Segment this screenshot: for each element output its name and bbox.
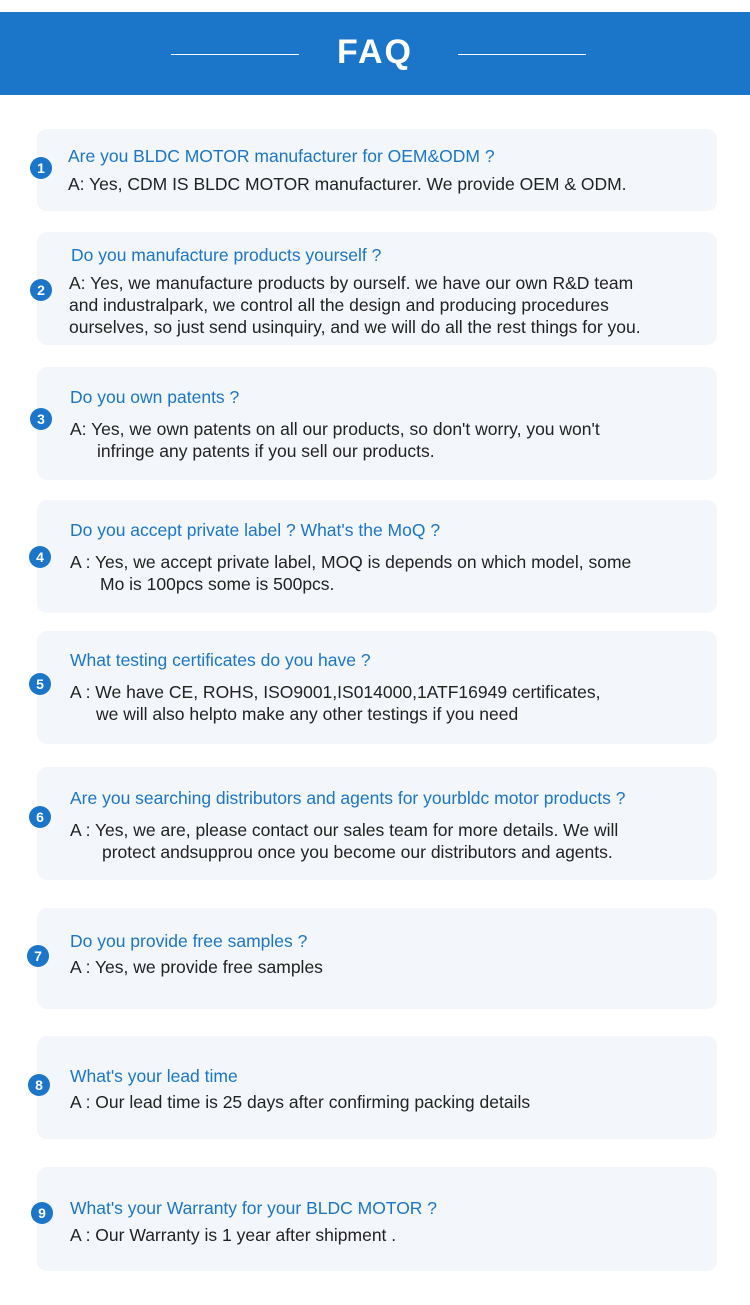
page-title: FAQ — [337, 33, 413, 71]
faq-header — [0, 12, 750, 95]
faq-number-badge-4: 4 — [29, 546, 51, 568]
faq-answer-2-line-3: ourselves, so just send usinquiry, and we will do all the rest things for you. — [69, 317, 641, 337]
faq-number-badge-3: 3 — [30, 408, 52, 430]
faq-question-4: Do you accept private label ? What's the MoQ ? — [70, 520, 441, 540]
faq-question-1: Are you BLDC MOTOR manufacturer for OEM&ODM ? — [68, 146, 495, 166]
faq-answer-3-line-2: infringe any patents if you sell our products. — [97, 441, 435, 461]
faq-question-8: What's your lead time — [70, 1066, 238, 1086]
faq-answer-4 — [70, 551, 631, 595]
faq-question-6: Are you searching distributors and agents for yourbldc motor products ? — [70, 788, 626, 808]
faq-answer-5-line-1: A : We have CE, ROHS, ISO9001,IS014000,1ATF16949 certificates, — [70, 682, 601, 702]
faq-answer-5 — [70, 681, 600, 725]
faq-answer-4-line-1: A : Yes, we accept private label, MOQ is depends on which model, some — [70, 552, 632, 572]
faq-answer-2-line-1: A: Yes, we manufacture products by ourself. we have our own R&D team — [69, 273, 634, 293]
faq-number-badge-8: 8 — [28, 1074, 50, 1096]
faq-number-badge-2: 2 — [30, 279, 52, 301]
faq-answer-3-line-1: A: Yes, we own patents on all our products, so don't worry, you won't — [70, 419, 600, 439]
faq-number-badge-1: 1 — [30, 157, 52, 179]
faq-number-badge-9: 9 — [31, 1202, 53, 1224]
faq-answer-8-line-1: A : Our lead time is 25 days after confirming packing details — [70, 1092, 531, 1112]
faq-question-5: What testing certificates do you have ? — [70, 650, 371, 670]
faq-answer-9 — [70, 1224, 396, 1246]
faq-answer-5-line-2: we will also helpto make any other testings if you need — [96, 704, 519, 724]
faq-answer-1-line-1: A: Yes, CDM IS BLDC MOTOR manufacturer. We provide OEM & ODM. — [68, 174, 627, 194]
faq-card-9 — [37, 1167, 717, 1271]
faq-answer-6 — [70, 819, 618, 863]
faq-answer-9-line-1: A : Our Warranty is 1 year after shipment . — [70, 1225, 397, 1245]
faq-answer-4-line-2: Mo is 100pcs some is 500pcs. — [100, 574, 335, 594]
faq-question-2: Do you manufacture products yourself ? — [71, 245, 382, 265]
faq-answer-1 — [68, 173, 627, 195]
header-rule-right — [458, 54, 586, 55]
faq-question-3: Do you own patents ? — [70, 387, 240, 407]
faq-answer-8 — [70, 1091, 530, 1113]
faq-question-7: Do you provide free samples ? — [70, 931, 308, 951]
faq-answer-2 — [69, 272, 641, 338]
faq-number-badge-7: 7 — [27, 945, 49, 967]
faq-card-1 — [37, 129, 717, 211]
faq-answer-3 — [70, 418, 600, 462]
faq-number-badge-5: 5 — [29, 673, 51, 695]
faq-answer-7 — [70, 956, 323, 978]
faq-question-9: What's your Warranty for your BLDC MOTOR ? — [70, 1198, 438, 1218]
faq-card-8 — [37, 1036, 717, 1139]
faq-number-badge-6: 6 — [29, 806, 51, 828]
faq-answer-6-line-1: A : Yes, we are, please contact our sales team for more details. We will — [70, 820, 619, 840]
faq-answer-7-line-1: A : Yes, we provide free samples — [70, 957, 323, 977]
faq-answer-6-line-2: protect andsupprou once you become our distributors and agents. — [102, 842, 613, 862]
faq-answer-2-line-2: and industralpark, we control all the design and producing procedures — [69, 295, 609, 315]
